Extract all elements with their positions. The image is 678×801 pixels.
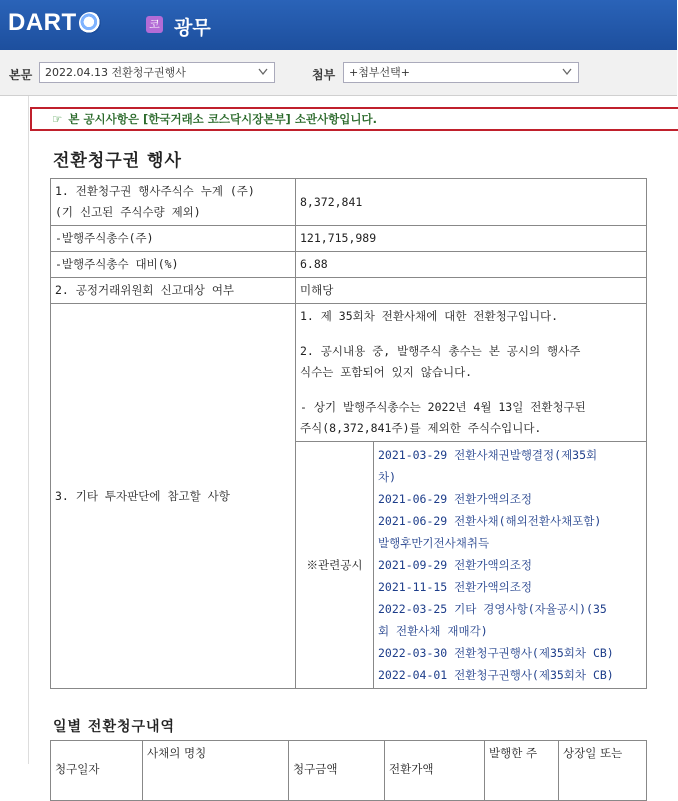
daily-requests-table [50, 740, 647, 801]
col-request-amount: 청구금액 [289, 741, 385, 801]
total-shares-value: 121,715,989 [296, 226, 647, 252]
table-header-row [51, 741, 647, 801]
col-bond-name: 사채의 명칭 [143, 741, 289, 801]
table-row [51, 179, 647, 226]
table-cell [51, 179, 296, 226]
document-toolbar [0, 50, 677, 96]
related-item[interactable]: 2022-04-01 전환청구권행사(제35회차 CB) [378, 668, 614, 682]
attach-label: 첨부 [312, 68, 336, 82]
col-listing-date: 상장일 또는 [559, 741, 647, 801]
document-body[interactable] [28, 96, 677, 776]
exercise-table [50, 178, 647, 689]
cumulative-shares-label-note: (기 신고된 주식수량 제외) [55, 205, 201, 219]
other-info-label: 3. 기타 투자판단에 참고할 사항 [51, 304, 296, 689]
notice-text: 본 공시사항은 [한국거래소 코스닥시장본부] 소관사항입니다. [68, 112, 377, 126]
attach-select[interactable] [343, 62, 579, 83]
logo-text: DART [8, 9, 77, 36]
note-line: - 상기 발행주식총수는 2022년 4월 13일 전환청구된 [300, 400, 586, 414]
cumulative-shares-label: 1. 전환청구권 행사주식수 누계 (주) [55, 184, 255, 198]
related-item[interactable]: 2021-11-15 전환가액의조정 [378, 580, 532, 594]
col-issued-shares: 발행한 주 [485, 741, 559, 801]
related-item[interactable]: 2021-06-29 전환가액의조정 [378, 492, 532, 506]
table-row [51, 252, 647, 278]
chevron-down-icon [258, 68, 268, 76]
note-line: 1. 제 35회차 전환사채에 대한 전환청구입니다. [300, 309, 559, 323]
logo-globe-icon [79, 12, 101, 34]
top-header [0, 0, 677, 50]
ftc-report-value: 미해당 [296, 278, 647, 304]
related-item[interactable]: 2022-03-25 기타 경영사항(자율공시)(35 [378, 602, 607, 616]
related-item[interactable]: 회 전환사채 재매각) [378, 624, 488, 638]
report-label: 본문 [9, 68, 33, 82]
total-shares-label: -발행주식총수(주) [51, 226, 296, 252]
report-select-value: 2022.04.13 전환청구권행사 [45, 66, 186, 79]
related-item[interactable]: 차) [378, 470, 397, 484]
ftc-report-label: 2. 공정거래위원회 신고대상 여부 [51, 278, 296, 304]
note-line: 2. 공시내용 중, 발행주식 총수는 본 공시의 행사주 [300, 344, 581, 358]
related-item[interactable]: 발행후만기전사채취득 [378, 536, 490, 550]
company-name[interactable]: 광무 [174, 17, 211, 39]
note-line: 식수는 포함되어 있지 않습니다. [300, 365, 473, 379]
related-item[interactable]: 2021-09-29 전환가액의조정 [378, 558, 532, 572]
col-request-date: 청구일자 [51, 741, 143, 801]
related-item[interactable]: 2021-03-29 전환사채권발행결정(제35회 [378, 448, 598, 462]
document-title: 전환청구권 행사 [53, 151, 182, 171]
pointing-hand-icon: ☞ [52, 112, 63, 126]
jurisdiction-notice [30, 107, 678, 131]
dart-logo[interactable] [8, 8, 101, 38]
table-row [51, 226, 647, 252]
note-line: 주식(8,372,841주)를 제외한 주식수입니다. [300, 421, 542, 435]
related-item[interactable]: 2021-06-29 전환사채(해외전환사채포함) [378, 514, 602, 528]
table-row [51, 278, 647, 304]
daily-section-title: 일별 전환청구내역 [53, 719, 176, 735]
cumulative-shares-value: 8,372,841 [296, 179, 647, 226]
col-conversion-price: 전환가액 [385, 741, 485, 801]
related-item[interactable]: 2022-03-30 전환청구권행사(제35회차 CB) [378, 646, 614, 660]
table-row [51, 304, 647, 442]
related-disclosures-list [374, 442, 647, 689]
ratio-value: 6.88 [296, 252, 647, 278]
ratio-label: -발행주식총수 대비(%) [51, 252, 296, 278]
other-info-notes [296, 304, 647, 442]
related-disclosures-label: ※관련공시 [296, 442, 374, 689]
report-select[interactable] [39, 62, 275, 83]
chevron-down-icon [562, 68, 572, 76]
market-badge: 코 [146, 16, 163, 33]
attach-select-value: +첨부선택+ [349, 66, 410, 79]
